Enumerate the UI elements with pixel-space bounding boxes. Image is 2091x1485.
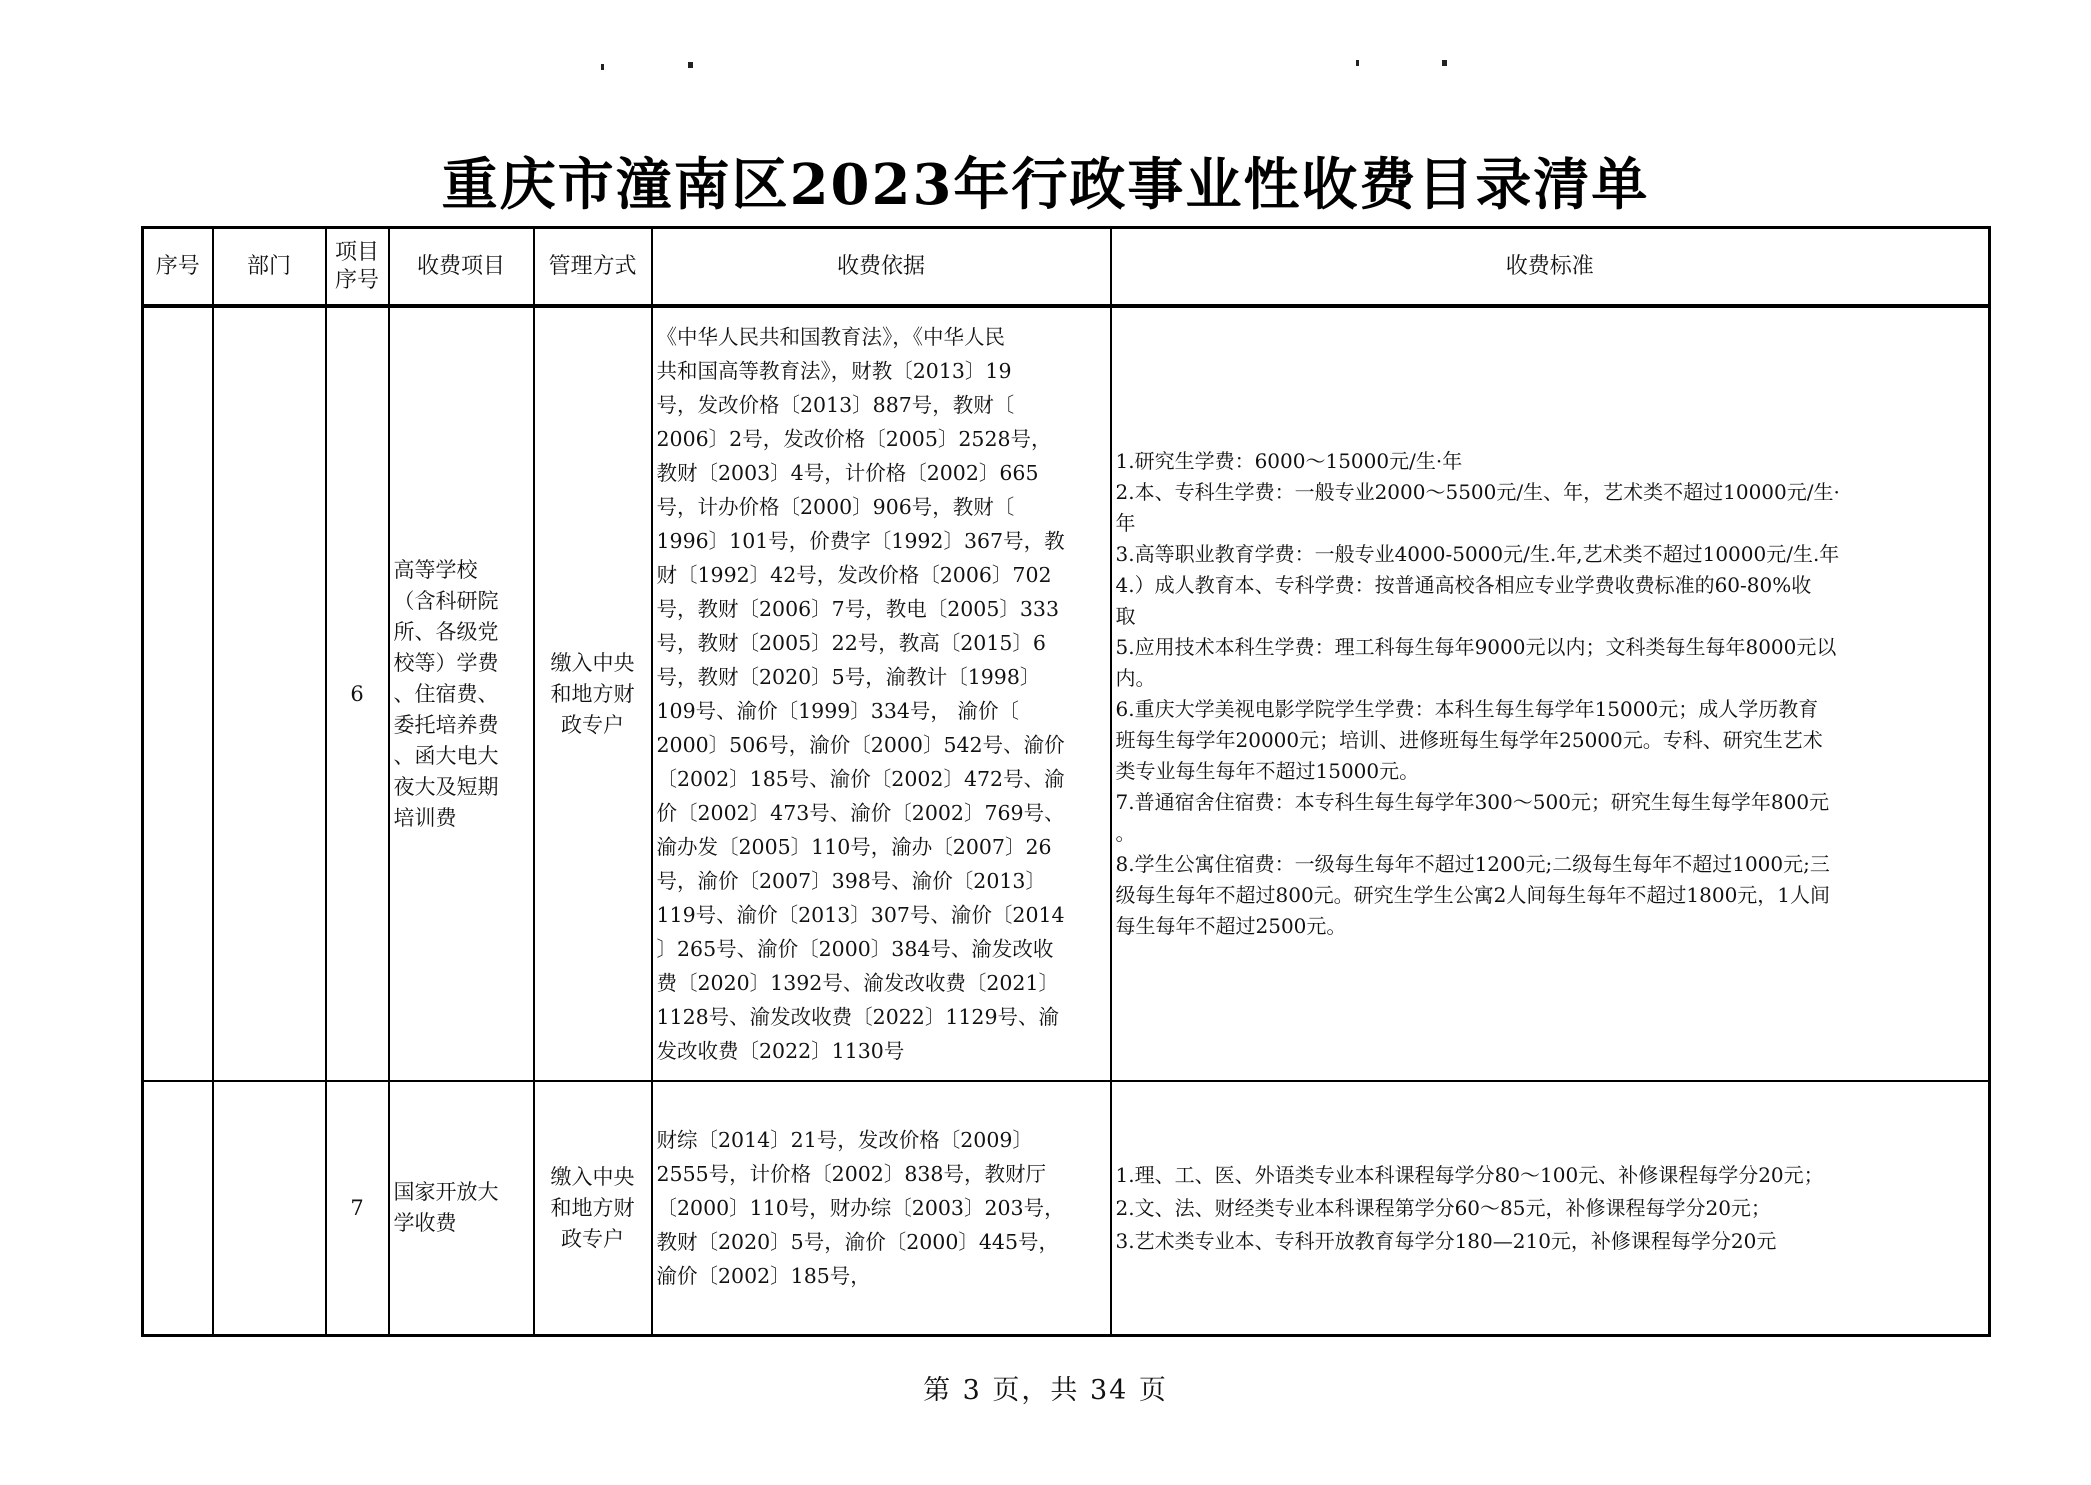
table-row (143, 306, 1990, 1081)
scan-speck (601, 64, 604, 70)
text-line: 2.文、法、财经类专业本科课程第学分60～85元，补修课程每学分20元； (1115, 1195, 1771, 1220)
text-line: 渝价〔2002〕185号， (656, 1264, 871, 1288)
text-line: 高等学校 (393, 557, 478, 582)
text-line: 所、各级党 (393, 619, 499, 644)
text-line: 渝办发〔2005〕110号，渝办〔2007〕26 (656, 835, 1052, 859)
header-basis: 收费依据 (652, 228, 1111, 307)
text-line: 号，教财〔2005〕22号，教高〔2015〕6 (656, 631, 1046, 655)
text-line: 委托培养费 (393, 712, 499, 737)
text-line: 3.艺术类专业本、专科开放教育每学分180—210元，补修课程每学分20元 (1115, 1228, 1777, 1253)
text-line: 发改收费〔2022〕1130号 (656, 1039, 905, 1063)
text-line: 6.重庆大学美视电影学院学生学费：本科生每生每学年15000元；成人学历教育 (1115, 697, 1819, 721)
cell-item-seq: 6 (326, 306, 389, 1081)
header-department: 部门 (213, 228, 326, 307)
text-line: 共和国高等教育法》，财教〔2013〕19 (656, 359, 1012, 383)
text-line: 2.本、专科生学费：一般专业2000～5500元/生、年，艺术类不超过10000元/生· (1115, 480, 1840, 504)
cell-basis (652, 306, 1111, 1081)
text-line: 109号、渝价〔1999〕334号， 渝价〔 (656, 699, 1019, 723)
cell-standard (1111, 1081, 1990, 1336)
text-line: 取 (1115, 604, 1136, 628)
text-line: 和地方财 (550, 1195, 635, 1220)
header-standard: 收费标准 (1111, 228, 1990, 307)
cell-fee-item (389, 1081, 534, 1336)
text-line: 费〔2020〕1392号、渝发改收费〔2021〕 (656, 971, 1060, 995)
text-line: 号，计办价格〔2000〕906号，教财〔 (656, 495, 1015, 519)
cell-department (213, 306, 326, 1081)
text-line: 〕265号、渝价〔2000〕384号、渝发改收 (656, 937, 1054, 961)
text-line: 校等）学费 (393, 650, 499, 675)
fee-catalog-table (141, 226, 1991, 1337)
text-line: 班每生每学年20000元；培训、进修班每生每学年25000元。专科、研究生艺术 (1115, 728, 1823, 752)
text-line: 政专户 (561, 712, 624, 737)
text-line: 2555号，计价格〔2002〕838号，教财厅 (656, 1162, 1046, 1186)
header-fee-item: 收费项目 (389, 228, 534, 307)
text-line: 1.研究生学费：6000～15000元/生·年 (1115, 449, 1463, 473)
text-line: 号，发改价格〔2013〕887号，教财〔 (656, 393, 1015, 417)
scan-speck (1356, 60, 1359, 66)
table-row (143, 1081, 1990, 1336)
header-item-seq (326, 228, 389, 307)
text-line: 缴入中央 (550, 650, 635, 675)
text-line: 类专业每生每年不超过15000元。 (1115, 759, 1420, 783)
page-number: 第 3 页，共 34 页 (923, 1375, 1168, 1406)
text-line: 号，教财〔2006〕7号，教电〔2005〕333 (656, 597, 1060, 621)
text-line: 《中华人民共和国教育法》，《中华人民 (656, 325, 1005, 349)
text-line: 政专户 (561, 1226, 624, 1251)
text-line: 内。 (1115, 666, 1156, 690)
text-line: 〔2002〕185号、渝价〔2002〕472号、渝 (656, 767, 1065, 791)
text-line: 国家开放大 (393, 1180, 499, 1204)
text-line: （含科研院 (393, 588, 499, 613)
text-line: 119号、渝价〔2013〕307号、渝价〔2014 (656, 903, 1065, 927)
text-line: 和地方财 (550, 681, 635, 706)
text-line: 学收费 (393, 1211, 457, 1235)
text-line: 财综〔2014〕21号，发改价格〔2009〕 (656, 1128, 1033, 1152)
text-line: 2000〕506号，渝价〔2000〕542号、渝价 (656, 733, 1065, 757)
text-line: 夜大及短期 (393, 774, 499, 799)
text-line: 号，教财〔2020〕5号，渝教计〔1998〕 (656, 665, 1041, 689)
text-line: 1.理、工、医、外语类专业本科课程每学分80～100元、补修课程每学分20元； (1115, 1162, 1824, 1187)
text-line: 3.高等职业教育学费：一般专业4000-5000元/生.年,艺术类不超过10000元/生.年 (1115, 542, 1840, 566)
text-line: 。 (1115, 821, 1136, 845)
text-line: 〔2000〕110号，财办综〔2003〕203号， (656, 1196, 1065, 1220)
text-line: 1996〕101号，价费字〔1992〕367号，教 (656, 529, 1065, 553)
cell-item-seq: 7 (326, 1081, 389, 1336)
cell-management (534, 306, 652, 1081)
text-line: 、函大电大 (393, 743, 499, 768)
text-line: 1128号、渝发改收费〔2022〕1129号、渝 (656, 1005, 1060, 1029)
header-management: 管理方式 (534, 228, 652, 307)
table-header-row (143, 228, 1990, 307)
text-line: 级每生每年不超过800元。研究生学生公寓2人间每生每年不超过1800元，1人间 (1115, 883, 1831, 907)
text-line: 培训费 (393, 805, 457, 830)
cell-management (534, 1081, 652, 1336)
text-line: 4.）成人教育本、专科学费：按普通高校各相应专业学费收费标准的60-80%收 (1115, 573, 1812, 597)
text-line: 2006〕2号，发改价格〔2005〕2528号， (656, 427, 1052, 451)
text-line: 每生每年不超过2500元。 (1115, 914, 1347, 938)
text-line: 教财〔2003〕4号，计价格〔2002〕665 (656, 461, 1039, 485)
cell-fee-item (389, 306, 534, 1081)
header-item-seq-text: 项目序号 (335, 239, 380, 293)
text-line: 价〔2002〕473号、渝价〔2002〕769号、 (656, 801, 1065, 825)
cell-basis (652, 1081, 1111, 1336)
text-line: 财〔1992〕42号，发改价格〔2006〕702 (656, 563, 1052, 587)
page-title: 重庆市潼南区2023年行政事业性收费目录清单 (441, 152, 1650, 218)
text-line: 缴入中央 (550, 1164, 635, 1189)
text-line: 5.应用技术本科生学费：理工科每生每年9000元以内；文科类每生每年8000元以 (1115, 635, 1837, 659)
text-line: 7.普通宿舍住宿费：本专科生每生每学年300～500元；研究生每生每学年800元 (1115, 790, 1830, 814)
text-line: 教财〔2020〕5号，渝价〔2000〕445号， (656, 1230, 1060, 1254)
cell-standard (1111, 306, 1990, 1081)
text-line: 、住宿费、 (393, 681, 499, 706)
scan-speck (1442, 60, 1447, 66)
scan-speck (688, 62, 693, 68)
cell-seq (143, 306, 213, 1081)
text-line: 号，渝价〔2007〕398号、渝价〔2013〕 (656, 869, 1046, 893)
text-line: 8.学生公寓住宿费：一级每生每年不超过1200元;二级每生每年不超过1000元;三 (1115, 852, 1830, 876)
text-line: 年 (1115, 511, 1136, 535)
cell-seq (143, 1081, 213, 1336)
cell-department (213, 1081, 326, 1336)
header-seq: 序号 (143, 228, 213, 307)
